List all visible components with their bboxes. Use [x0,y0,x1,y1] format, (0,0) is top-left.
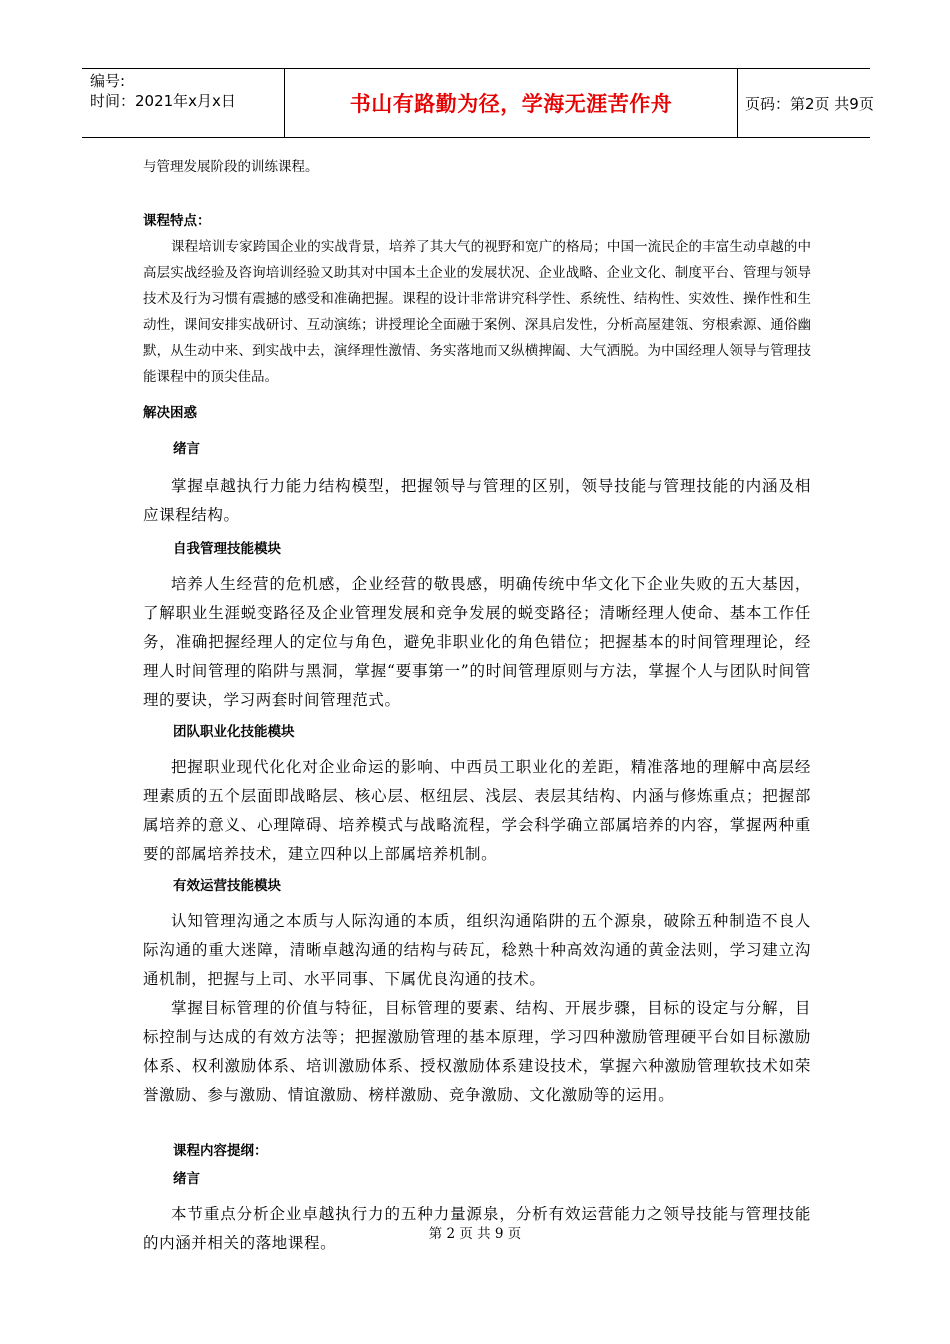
outline-intro-text: 本节重点分析企业卓越执行力的五种力量源泉，分析有效运营能力之领导技能与管理技能的内涵并相关的落地课程。 [143,1205,811,1252]
motto: 书山有路勤为径，学海无涯苦作舟 [285,69,738,137]
self-management-text: 培养人生经营的危机感，企业经营的敬畏感，明确传统中华文化下企业失败的五大基因，了解职业生涯蜕变路径及企业管理发展和竞争发展的蜕变路径；清晰经理人使命、基本工作任务，准确把握经理人的定位与角色，避免非职业化的角色错位；把握基本的时间管理理论，经理人时间管理的陷阱与黑洞，掌握“要事第一”的时间管理原则与方法，掌握个人与团队时间管理的要诀，学习两套时间管理范式。 [143,575,811,709]
operations-text-2: 掌握目标管理的价值与特征，目标管理的要素、结构、开展步骤，目标的设定与分解，目标控制与达成的有效方法等；把握激励管理的基本原理，学习四种激励管理硬平台如目标激励体系、权利激励体系、培训激励体系、授权激励体系建设技术，掌握六种激励管理软技术如荣誉激励、参与激励、情谊激励、榜样激励、竞争激励、文化激励等的运用。 [143,999,811,1104]
date-label: 时间：2021年x月x日 [90,92,236,110]
intro-heading: 绪言 [173,441,200,457]
document-body [143,152,811,1258]
number-label: 编号: [90,72,126,90]
header-meta-cell [82,69,285,137]
self-management-heading: 自我管理技能模块 [173,541,281,557]
operations-text-1: 认知管理沟通之本质与人际沟通的本质，组织沟通陷阱的五个源泉，破除五种制造不良人际沟通的重大迷障，清晰卓越沟通的结构与砖瓦，稔熟十种高效沟通的黄金法则，学习建立沟通机制，把握与上司、水平同事、下属优良沟通的技术。 [143,912,811,988]
page-footer: 第 2 页 共 9 页 [428,1226,522,1242]
features-text: 课程培训专家跨国企业的实战背景，培养了其大气的视野和宽广的格局；中国一流民企的丰富生动卓越的中高层实战经验及咨询培训经验又助其对中国本土企业的发展状况、企业战略、企业文化、制度平台、管理与领导技术及行为习惯有震撼的感受和准确把握。课程的设计非常讲究科学性、系统性、结构性、实效性、操作性和生动性，课间安排实战研讨、互动演练；讲授理论全面融于案例、深具启发性，分析高屋建瓴、穷根索源、通俗幽默，从生动中来、到实战中去，演绎理性激情、务实落地而又纵横捭阖、大气洒脱。为中国经理人领导与管理技能课程中的顶尖佳品。 [143,239,811,385]
team-heading: 团队职业化技能模块 [173,724,295,740]
header-table [82,68,874,138]
intro-text: 掌握卓越执行力能力结构模型，把握领导与管理的区别，领导技能与管理技能的内涵及相应课程结构。 [143,477,811,524]
outline-title: 课程内容提纲： [173,1143,268,1159]
page-label: 页码：第2页 共9页 [745,94,874,113]
outline-intro-heading: 绪言 [173,1171,200,1187]
features-title: 课程特点： [143,213,211,229]
team-text: 把握职业现代化化对企业命运的影响、中西员工职业化的差距，精准落地的理解中高层经理素质的五个层面即战略层、核心层、枢纽层、浅层、表层其结构、内涵与修炼重点；把握部属培养的意义、心理障碍、培养模式与战略流程，学会科学确立部属培养的内容，掌握两种重要的部属培养技术，建立四种以上部属培养机制。 [143,758,811,863]
solve-title: 解决困惑 [143,405,197,421]
intro-line: 与管理发展阶段的训练课程。 [143,159,319,175]
operations-heading: 有效运营技能模块 [173,878,281,894]
